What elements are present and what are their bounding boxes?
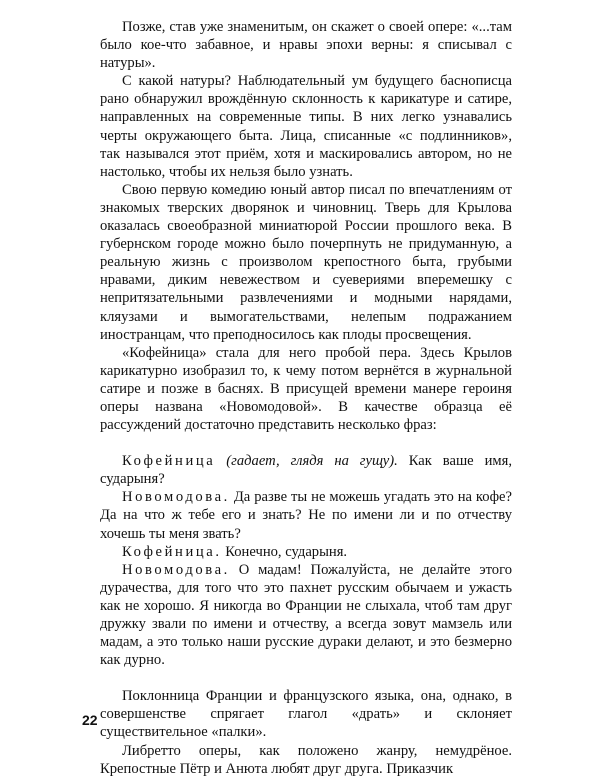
dialogue-text: О мадам! Пожалуйста, не делайте этого дурачества, для того что это пахнет русским обычаем и ужасть как не хорошо. Я никогда во Франции не слыхала, чтоб там друг дружку звали по имени и отчеству, а всегда зовут мамзель или мадам, а это только наши русские дураки делают, и это безмерно как дурно. [100,561,512,669]
dialogue-line [100,452,512,488]
paragraph-2: С какой натуры? Наблюдательный ум будущего баснописца рано обнаружил врождённую склонность к карикатуре и сатире, направленных на современные типы. В них легко узнавались черты окружающего быта. Лица, списанные «с подлинников», так назывался этот приём, хотя и маскировались автором, но не настолько, чтобы их нельзя было узнать. [100,73,512,180]
body-text [100,18,512,778]
paragraph-4: «Кофейница» стала для него пробой пера. Здесь Крылов карикатурно изобразил то, к чему потом вернётся в журнальной сатире и позже в баснях. В присущей времени манере героиня оперы названа «Новомодовой». В качестве образца её рассуждений достаточно представить несколько фраз: [100,344,512,434]
dialogue-text: Как ваше имя, сударыня? [100,453,512,488]
paragraph-6: Либретто оперы, как положено жанру, немудрёное. Крепостные Пётр и Анюта любят друг друга. Приказчик [100,742,512,777]
dialogue-text: Да разве ты не можешь угадать это на кофе? Да на что ж тебе его и знать? Не по имени ли и по отчеству хочешь ты меня звать? [100,489,512,542]
dialogue-excerpt [100,452,512,669]
spacer [100,669,512,687]
page-number: 22 [82,712,98,728]
speaker-name: Кофейница. [122,543,222,560]
paragraph-1: Позже, став уже знаменитым, он скажет о своей опере: «...там было кое-что забавное, и нравы эпохи верны: я списывал с натуры». [100,19,512,72]
dialogue-line [100,561,512,670]
dialogue-line [100,543,512,561]
dialogue-line [100,488,512,542]
speaker-name: Новомодова. [122,489,230,506]
stage-direction: (гадает, глядя на гущу). [226,453,398,470]
speaker-name: Кофейница [122,453,216,470]
paragraph-3: Свою первую комедию юный автор писал по впечатлениям от знакомых тверских дворянок и чиновниц. Тверь для Крылова оказалась своеобразной миниатюрой России прошлого века. В губернском городе можно было почерпнуть не придуманную, а реальную жизнь с произволом крепостного быта, грубыми нравами, диким невежеством и суевериями вперемешку с непритязательными развлечениями и модными нарядами, кляузами и вымогательствами, нелепым подражанием иностранцам, что преподносилось как плоды просвещения. [100,181,512,343]
paragraph-5: Поклонница Франции и французского языка, она, однако, в совершенстве спрягает глагол «драть» и склоняет существительное «палки». [100,688,512,741]
spacer [100,434,512,452]
dialogue-text: Конечно, сударыня. [221,543,348,560]
speaker-name: Новомодова. [122,561,230,578]
